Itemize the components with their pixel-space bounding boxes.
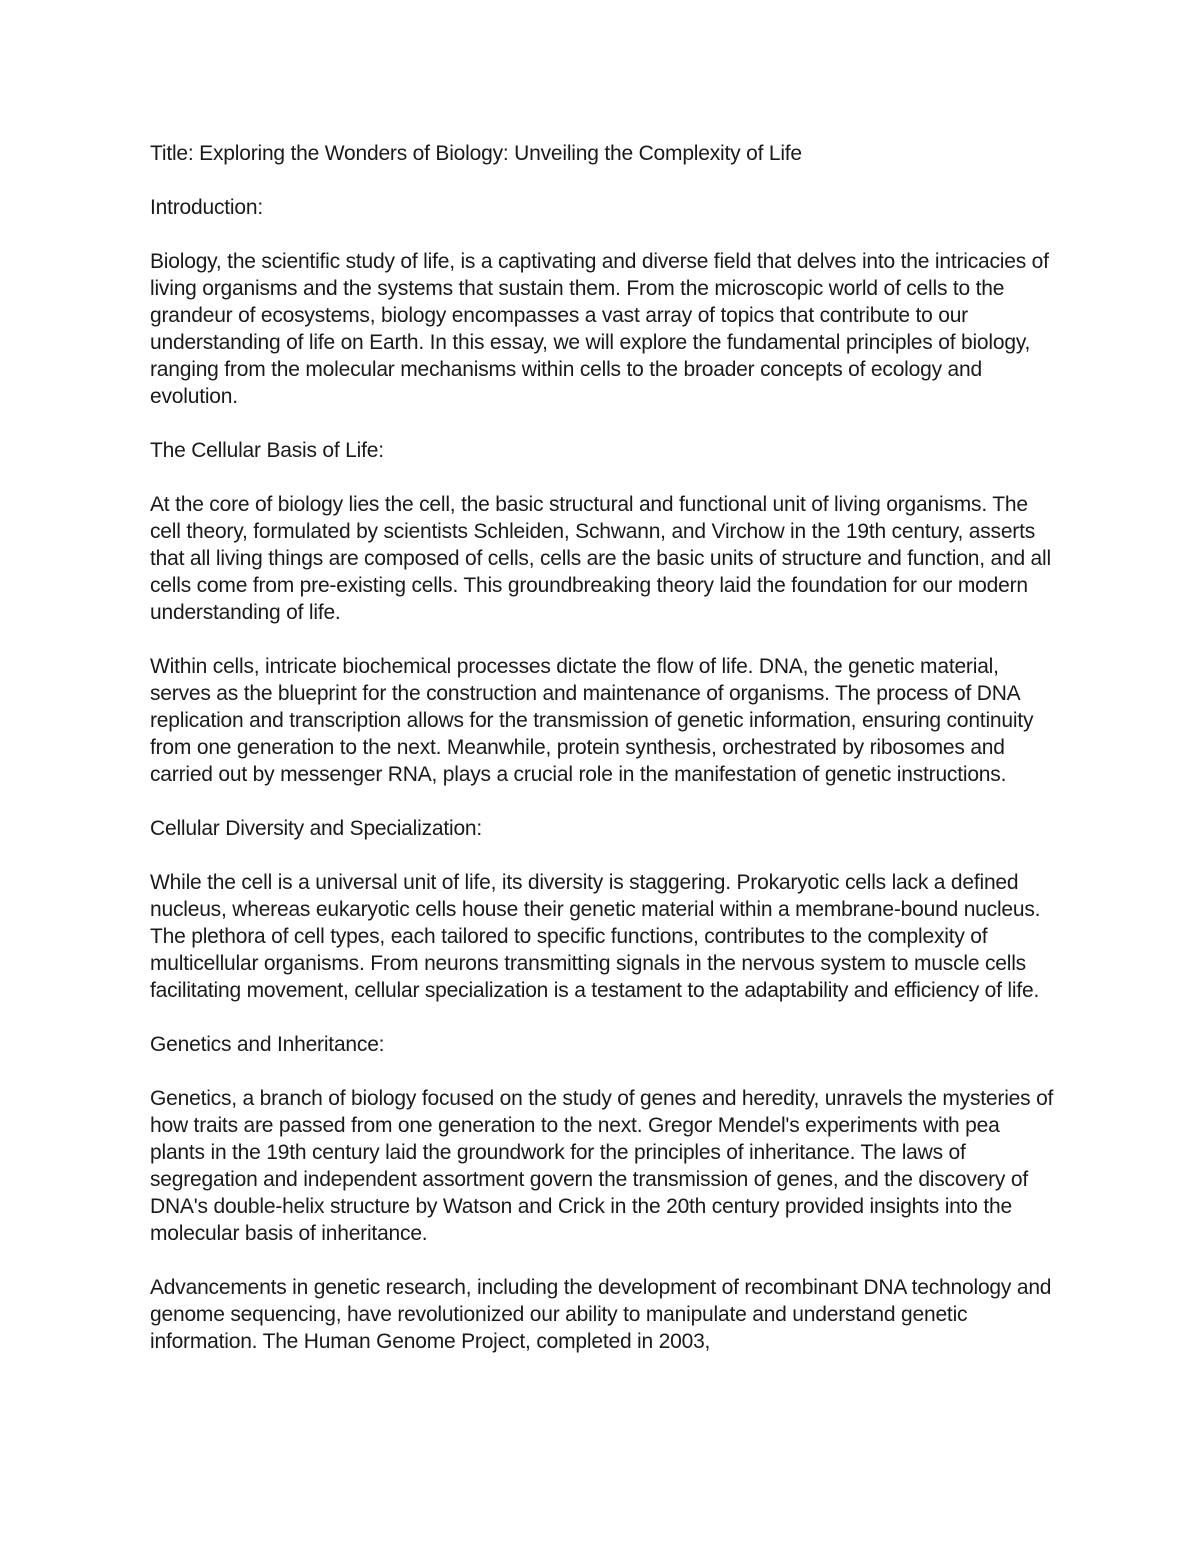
- paragraph: Biology, the scientific study of life, is a captivating and diverse field that delves into the intricacies of living organisms and the systems that sustain them. From the microscopic world of cells to the grandeur of ecosystems, biology encompasses a vast array of topics that contribute to our understanding of life on Earth. In this essay, we will explore the fundamental principles of biology, ranging from the molecular mechanisms within cells to the broader concepts of ecology and evolution.: [150, 250, 1049, 408]
- paragraph: Genetics, a branch of biology focused on the study of genes and heredity, unravels the mysteries of how traits are passed from one generation to the next. Gregor Mendel's experiments with pea plants in the 19th century laid the groundwork for the principles of inheritance. The laws of segregation and independent assortment govern the transmission of genes, and the discovery of DNA's double-helix structure by Watson and Crick in the 20th century provided insights into the molecular basis of inheritance.: [150, 1087, 1054, 1245]
- paragraph: Advancements in genetic research, including the development of recombinant DNA technology and genome sequencing, have revolutionized our ability to manipulate and understand genetic information. The Human Genome Project, completed in 2003,: [150, 1276, 1052, 1353]
- section-heading-introduction: Introduction:: [150, 196, 263, 219]
- paragraph: Within cells, intricate biochemical processes dictate the flow of life. DNA, the genetic material, serves as the blueprint for the construction and maintenance of organisms. The process of DNA replication and transcription allows for the transmission of genetic information, ensuring continuity from one generation to the next. Meanwhile, protein synthesis, orchestrated by ribosomes and carried out by messenger RNA, plays a crucial role in the manifestation of genetic instructions.: [150, 655, 1034, 786]
- paragraph: At the core of biology lies the cell, the basic structural and functional unit of living organisms. The cell theory, formulated by scientists Schleiden, Schwann, and Virchow in the 19th century, asserts that all living things are composed of cells, cells are the basic units of structure and function, and all cells come from pre-existing cells. This groundbreaking theory laid the foundation for our modern understanding of life.: [150, 493, 1051, 624]
- document-title: Title: Exploring the Wonders of Biology: Unveiling the Complexity of Life: [150, 142, 802, 165]
- section-heading-genetics: Genetics and Inheritance:: [150, 1033, 385, 1056]
- paragraph: While the cell is a universal unit of life, its diversity is staggering. Prokaryotic cells lack a defined nucleus, whereas eukaryotic cells house their genetic material within a membrane-bound nucleus. The plethora of cell types, each tailored to specific functions, contributes to the complexity of multicellular organisms. From neurons transmitting signals in the nervous system to muscle cells facilitating movement, cellular specialization is a testament to the adaptability and efficiency of life.: [150, 871, 1041, 1002]
- section-heading-cellular-diversity: Cellular Diversity and Specialization:: [150, 817, 483, 840]
- section-heading-cellular-basis: The Cellular Basis of Life:: [150, 439, 384, 462]
- document-body: [150, 140, 1055, 1382]
